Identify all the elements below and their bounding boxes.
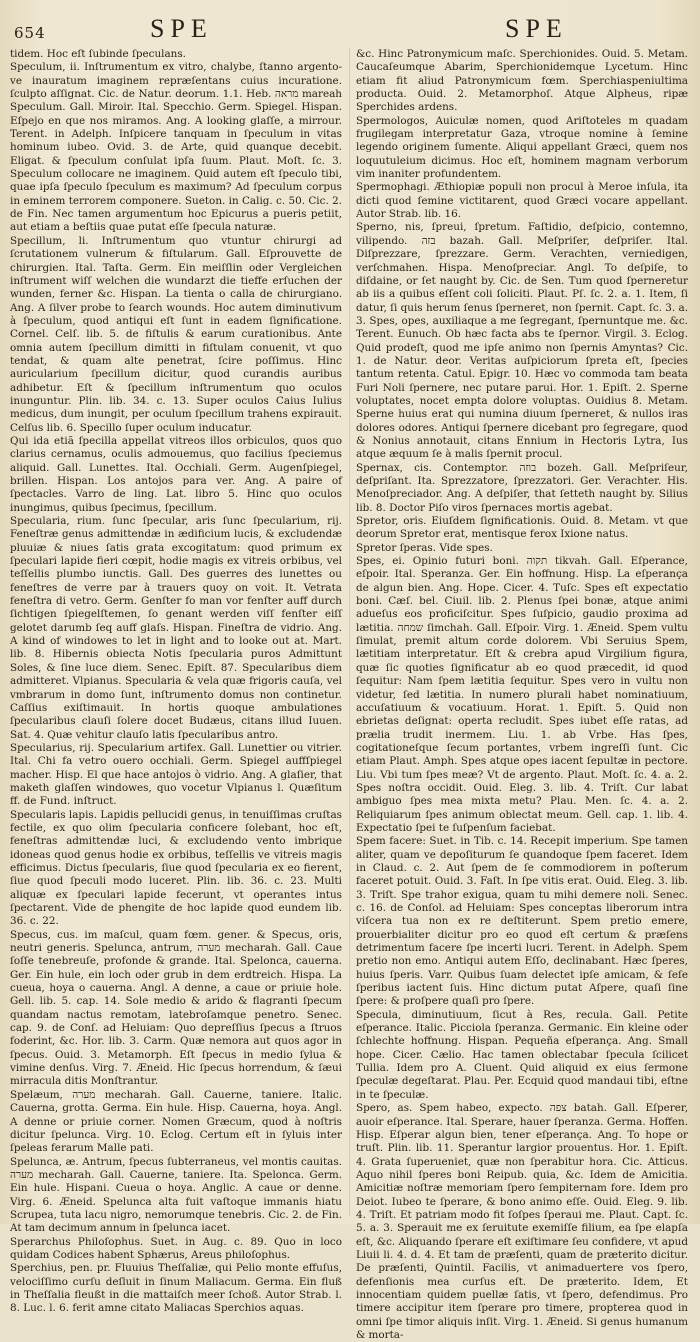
dictionary-entry: Spernax, cis. Contemptor. בוזה bozeh. Gall. Meſpriſeur, deſpriſant. Ita. Sprezzatore, ſprezzatori. Ger. Verachter. His. Menoſpreciador. Ang. A deſpiſer, that ſetteth naught by. Silius lib. 8. Doctor Piſo viros ſpernaces mortis agebat. [356, 461, 688, 514]
dictionary-entry: tidem. Hoc eſt ſubinde ſpeculans. [10, 48, 186, 60]
dictionary-entry: Spermophagi. Æthiopiæ populi non procul à Meroe inſula, ita dicti quod ſemine victitarent, quod Græci vocare appellant. Autor Strab. lib. 16. [356, 181, 688, 221]
dictionary-entry: Sperarchus Philoſophus. Suet. in Aug. c. 89. Quo in loco quidam Codices habent Sphærus, Areus philoſophus. [10, 1235, 342, 1261]
dictionary-entry: Sperchius, pen. pr. Fluuius Theſſaliæ, qui Pelio monte effuſus, velociſſimo curſu deſluit in ſinum Maliacum. Germa. Ein fluß in Theſſalia fleußt in die mattaiſch meer ſchoß. Autor Strab. l. 8. Luc. l. 6. ferit amne citato Maliacas Sperchios aquas. [10, 1262, 342, 1315]
text-columns [10, 48, 689, 1341]
dictionary-entry: Specularis lapis. Lapidis pellucidi genus, in tenuiſſimas cruſtas fectile, ex quo olim ſpecularia conficere ſolebant, hoc eſt, feneſtras admittendæ luci, & excludendo vento imbrique idoneas quod genus hodie ex orbibus, teſſellis ve vitreis magis efficimus. Dictus ſpecularis, ſiue quod ſpecularia ex eo fierent, ſiue quod ſpeculi modo luceret. Plin. lib. 36. c. 23. Multi aliquæ ex ſpeculari lapide fecerunt, vt operantes intus ſpectarent. Vide de phengite de hoc lapide quod eundem lib. 36. c. 22. [10, 808, 342, 928]
dictionary-entry: Spelæum, מערה mecharah. Gall. Cauerne, taniere. Italic. Cauerna, grotta. Germa. Ein hule. Hisp. Cauerna, hoya. Angl. A denne or priuie corner. Nomen Græcum, quod à noſtris dicitur ſpelunca. Virg. 10. Eclog. Certum eſt in ſyluis inter ſpeleas ferarum Malle pati. [10, 1088, 342, 1155]
dictionary-entry: Specillum, li. Inſtrumentum quo vtuntur chirurgi ad ſcrutationem vulnerum & fiſtularum. Gall. Eſprouvette de chirurgien. Ital. Taſta. Germ. Ein meiſſlin oder Vergleichen inſtrument wiſſ welchen die wundarzt die tieffe erſuchen der wunden, ferner &c. Hispan. La tienta o calla de chirurgiano. Ang. A ſilver probe to ſearch wounds. Hoc autem diminutivum à ſpeculum, quod antiqui eſt ſunt in eadem ſignificatione. Cornel. Celſ. lib. 5. de fiſtulis & earum curationibus. Ante omnia autem ſpecillum dimitti in fiſtulam conuenit, vt quo tendat, & quam alte penetrat, ſcire poſſimus. Hinc auricularium ſpecillum dicitur, quod curandis auribus adhibetur. Eſt & ſpecillum inſtrumentum quo oculos inunguntur. Plin. lib. 34. c. 13. Super oculos Caius Iulius medicus, dum inungit, per oculum ſpecillum trahens expirauit. Celſus lib. 6. Specillo ſuper oculum inducatur. [10, 234, 342, 434]
running-head-right: SPE [505, 14, 568, 43]
dictionary-entry: Specula, diminutiuum, ſicut à Res, recula. Gall. Petite eſperance. Italic. Picciola ſperanza. Germanic. Ein kleine oder ſchlechte hoffnung. Hispan. Pequeña eſperança. Ang. Small hope. Cicer. Cælio. Hac tamen oblectabar ſpecula ſcilicet Tullia. Idem pro A. Cluent. Quid aliquid ex eius ſermone ſpeculæ degeſtarat. Plau. Per. Ecquid quod mandaui tibi, eſtne in te ſpeculæ. [356, 1008, 688, 1101]
dictionary-entry: &c. Hinc Patronymicum maſc. Sperchionides. Ouid. 5. Metam. Caucaſeumque Abarim, Sperchionidemque Lycetum. Hinc etiam fit aliud Patronymicum fœm. Sperchiaspeniultima producta. Ouid. 2. Metamorphoſ. Atque Alpheus, ripæ Sperchides ardens. [356, 48, 688, 114]
dictionary-entry: Spelunca, æ. Antrum, ſpecus ſubterraneus, vel montis cauitas. מערה mecharah. Gall. Cauerne, taniere. Ita. Spelonca. Germ. Ein hule. Hispani. Cueua o hoya. Anglic. A caue or denne. Virg. 6. Æneid. Spelunca alta fuit vaſtoque immanis hiatu Scrupea, tuta lacu nigro, nemorumque tenebris. Cic. 2. de Fin. At tam decimum annum in ſpelunca iacet. [10, 1155, 342, 1235]
dictionary-entry: Qui ida etiã ſpecilla appellat vitreos illos orbiculos, quos quo clarius cernamus, oculis admouemus, quo facilius ſpeciemus aliquid. Gall. Lunettes. Ital. Occhiali. Germ. Augenſpiegel, brillen. Hispan. Los antojos para ver. Ang. A paire of ſpectacles. Varro de ling. Lat. libro 5. Hinc quo oculos inungimus, quibus ſpecimus, ſpecillum. [10, 434, 342, 514]
left-column [10, 48, 342, 1315]
dictionary-entry: Specus, cus. im maſcul, quam fœm. gener. & Specus, oris, neutri generis. Spelunca, antrum, מערה mecharah. Gall. Caue ſoſſe tenebreuſe, profonde & grande. Ital. Spelonca, cauerna. Ger. Ein hule, ein loch oder grub in dem erdtreich. Hispa. La cueua, hoya o cauerna. Angl. A denne, a caue or priuie hole. Gell. lib. 5. cap. 14. Sole medio & arido & flagranti ſpecum quandam nactus remotam, latebroſamque penetro. Senec. cap. 9. de Conſ. ad Heluiam: Quo depreſſius ſpecus a ſtruos foderint, &c. Hor. lib. 3. Carm. Quæ nemora aut quos agor in ſpecus. Ouid. 3. Metamorph. Eſt ſpecus in medio ſylua & vimine denſus. Virg. 7. Æneid. Hic ſpecus horrendum, & ſæui mirracula ditis Monſtrantur. [10, 928, 342, 1088]
dictionary-entry: Spretor, oris. Eiuſdem ſignificationis. Ouid. 8. Metam. vt que deorum Spretor erat, mentisque ferox Ixione natus. [356, 515, 688, 541]
dictionary-entry: Speculum, ii. Inſtrumentum ex vitro, chalybe, ſtanno argento-ve inauratum imaginem repræſentans cuius incuratione. ſculpto aſſignat. Cic. de Natur. deorum. 1.1. Heb. מראה mareah Speculum. Gall. Miroir. Ital. Specchio. Germ. Spiegel. Hispan. Eſpejo en que nos miramos. Ang. A looking glaſſe, a mirrour. Terent. in Adelph. Inſpicere tanquam in ſpeculum in vitas hominum iubeo. Ovid. 3. de Arte, quid quanque decebit. Eligat. & ſpeculum conſulat ipſa ſuum. Plaut. Moſt. ſc. 3. Speculum collocare ne imaginem. Quid autem eſt ſpeculo tibi, quae ipſa ſpeculo ſpeculum es maximum? Ad ſpeculum corpus in eminem terrorem componere. Sueton. in Calig. c. 50. Cic. 2. de Fin. Nec tamen argumentum hoc Epicurus a pueris petiit, aut etiam a beſtiis quae putat eſſe ſpecula naturæ. [10, 61, 342, 234]
right-column [356, 48, 689, 1341]
running-head-left: SPE [150, 14, 213, 43]
dictionary-entry: Spero, as. Spem habeo, expecto. צפה batah. Gall. Eſperer, auoir eſperance. Ital. Sperare, hauer ſperanza. Germa. Hoffen. Hisp. Eſperar algun bien, tener eſperança. Ang. To hope or truſt. Plin. lib. 11. Sperantur largior prouentus. Hor. 1. Epiſt. 4. Grata ſuperueniet, quæ non ſperabitur hora. Cic. Atticus. Aquo nihil ſperes boni Reipub. quia, &c. Idem de Amicitia. Amicitiæ noſtræ memoriam ſpero ſempiternam fore. Idem pro Deiot. Iubeo te ſperare, & bono animo eſſe. Ouid. Eleg. 9. lib. 4. Triſt. Et patriam modo fit ſoſpes ſperaui me. Plaut. Capt. ſc. 5. a. 3. Sperauit me ex ſeruitute exemiſſe filium, ea ſpe elapſa eſt, &c. Aliquando ſperare eſt exiſtimare ſeu confidere, vt apud Liuii li. 4. d. 4. Et tam de præſenti, quam de præterito dicitur. De præſenti, Quintil. Facilis, vt animaduertere vos ſpero, defenſionis mea curſus eſt. De præterito. Idem, Et innocentiam quidem puellæ ſatis, vt ſpero, defendimus. Pro timere accipitur item ſperare pro timere, propterea quod in omni ſpe timor aliquis inſit. Virg. 1. Æneid. Si genus humanum & morta- [356, 1102, 688, 1341]
page-number: 654 [14, 24, 46, 42]
dictionary-entry: Spem facere: Suet. in Tib. c. 14. Recepit imperium. Spe tamen aliter, quam ve depoſiturum ſe quandoque ſpem faceret. Idem in Claud. c. 2. Aut ſpem de ſe commodiorem in poſterum faceret potuit. Ouid. 3. Faſt. In ſpe vitis erat. Ouid. Eleg. 3. lib. 3. Triſt. Spe trahor exigua, quam tu mihi demere noli. Senec. c. 16. de Conſol. ad Heluiam: Spes conceptas liberorum intra viſcera tua non ex re deſtiterunt. Spem pretio emere, prouerbialiter dicitur pro eo quod eſt certum & præſens detrimentum facere ſpe incerti lucri. Terent. in Adelph. Spem pretio non emo. Antiqui autem Eſſo, declinabant. Hæc ſperes, huius ſperis. Varr. Quibus ſuam delectet ipſe amicam, & ſeſe ſperibus iactent ſuis. Hinc dictum putat Aſpere, quaſi ſine ſpere: & proſpere quaſi pro ſpere. [356, 835, 688, 1008]
dictionary-entry: Spretor ſperas. Vide spes. [356, 541, 493, 554]
page-header [0, 14, 700, 48]
dictionary-entry: Specularia, rium. ſunc ſpecular, aris ſunc ſpecularium, rij. Feneſtræ genus admittendæ in ædificium lucis, & excludendæ pluuiæ & niues ſatis grata excogitatum: quod primum ex ſpeculari lapide fieri cœpit, hodie magis ex vitreis orbibus, vel teſſellis plumbo iunctis. Gall. Des guerres des lunettes ou feneſtres de verre par à trauers quoy on voit. It. Vetrata feneſtra di vetro. Germ. Genſter fo man vor fenſter auff durch ſichtigen ſpiegelſtemen, ſo genant werden viſſ fenſter eiſſ gelotet darumb ſeq auff glaſs. Hispan. Fineſtra de vidrio. Ang. A kind of windowes to let in light and to looke out at. Mart. lib. 8. Hibernis obiecta Notis ſpecularia puros Admittunt Soles, & ſine luce diem. Senec. Epiſt. 87. Specularibus diem admitteret. Vlpianus. Specularia & vela quæ frigoris cauſa, vel vmbrarum in domo ſunt, inſtrumento domus non continetur. Caſſius exiſtimauit. In hortis quoque ambulationes ſpecularibus clauſi ſolere docet Budæus, citans illud Iuuen. Sat. 4. Quæ vehitur clauſo latis ſpecularibus antro. [10, 515, 342, 741]
dictionary-entry: Spes, ei. Opinio futuri boni. תקוה tikvah. Gall. Eſperance, eſpoir. Ital. Speranza. Ger. Ein hoffnung. Hisp. La eſperança de algun bien. Ang. Hope. Cicer. 4. Tuſc. Spes eſt expectatio boni. Cæſ. bel. Ciuil. lib. 2. Plenus ſpei bonæ, atque animi adueſus eos proficiſcitur. Spes ſuſpicio, gaudio proxima ad lætitia. שמחה ſimchah. Gall. Eſpoir. Virg. 1. Æneid. Spem vultu ſimulat, premit altum corde dolorem. Vbi Seruius Spem, lætitiam interpretatur. Eſt & crebra apud Virgilium figura, quæ ſic quoties ſignificatur ab eo quod præcedit, id quod ſequitur: Nam ſpem lætitia ſequitur. Spes vero in vultu non videtur, ſed lætitia. In numero plurali habet nominatiuum, accuſatiuum & vocatiuum. Horat. 1. Epiſt. 5. Quid non ebrietas deſignat: operta recludit. Spes iubet eſſe ratas, ad prælia trudit inermem. Liu. 1. ab Vrbe. Has ſpes, cogitationeſque ſecum portantes, vrbem ingreſſi ſunt. Cic etiam Plaut. Amph. Spes atque opes iacent ſepultæ in pectore. Liu. Vbi tum ſpes meæ? Vt de argento. Plaut. Moſt. ſc. 4. a. 2. Spes noſtra occidit. Ouid. Eleg. 3. lib. 4. Triſt. Cur labat ambiguo ſpes mea mixta metu? Plau. Men. ſc. 4. a. 2. Reliquiarum ſpes animum oblectat meum. Gell. cap. 1. lib. 4. Expectatio ſpei te ſuſpenſum faciebat. [356, 555, 689, 834]
dictionary-entry: Sperno, nis, ſpreui, ſpretum. Faſtidio, deſpicio, contemno, vilipendo. בזה bazah. Gall. Meſpriſer, deſpriſer. Ital. Diſprezzare, ſprezzare. Germ. Verachten, verniedigen, verſchmahen. Hispa. Menoſpreciar. Angl. To deſpiſe, to diſdaine, or ſet naught by. Cic. de Sen. Tum quod ſperneretur ab iis a quibus eſſent coli ſoliciti. Plaut. Pſ. ſc. 2. a. 1. Item, ſi datur, ſi quis herum ſenus ſperneret, non ſpernit. Capt. ſc. 3. a. 3. Spes, opes, auxiliaque a me ſegregant, ſpernuntque me. &c. Terent. Eunuch. Ob hæc facta abs te ſpernor. Virgil. 3. Eclog. Quid prodeſt, quod me ipſe animo non ſpernis Amyntas? Cic. 1. de Natur. deor. Veritas auſpiciorum ſpreta eſt, ſpecies tantum retenta. Catul. Epigr. 10. Hæc vo commoda tam beata Furi Noli ſpernere, nec putare parui. Hor. 1. Epiſt. 2. Sperne voluptates, nocet empta dolore voluptas. Ouidius 8. Metam. Sperne huius erat qui numina diuum ſperneret, & nullos iras dolores odores. Antiqui ſpernere dicebant pro ſegregare, quod & Nonius annotauit, citans Ennium in Hectoris Lytra, Ius atque æquum ſe à malis ſpernit procul. [356, 221, 688, 461]
dictionary-entry: Spermologos, Auiculæ nomen, quod Ariſtoteles m quadam frugilegam interpretatur Gaza, vtroque nomine à ſemine legendo originem ſumente. Aliqui appellant Græci, quem nos loquutuleium dicimus. Hoc eſt, hominem magnam verborum vim inaniter profundentem. [356, 114, 688, 181]
dictionary-entry: Specularius, rij. Specularium artifex. Gall. Lunettier ou vitrier. Ital. Chi fa vetro ouero occhiali. Germ. Spiegel auffſpiegel macher. Hisp. El que hace antojos ò vidrio. Ang. A glaſier, that maketh glaſſen windowes, quo vocetur Vlpianus l. Quæſitum ff. de Fund. inſtruct. [10, 741, 342, 808]
